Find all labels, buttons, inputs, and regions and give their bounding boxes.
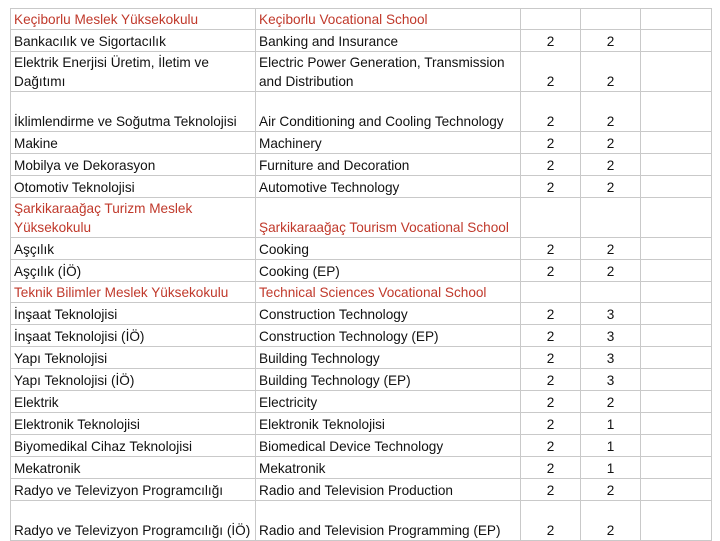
program-name-en: Furniture and Decoration xyxy=(256,154,521,176)
table-row xyxy=(11,132,712,154)
quota-b: 2 xyxy=(581,92,641,132)
program-name-tr: Yapı Teknolojisi xyxy=(11,347,256,369)
program-name-en: Electricity xyxy=(256,391,521,413)
table-row xyxy=(11,176,712,198)
empty-cell xyxy=(641,303,712,325)
table-row xyxy=(11,325,712,347)
quota-a xyxy=(521,198,581,238)
program-name-tr: Biyomedikal Cihaz Teknolojisi xyxy=(11,435,256,457)
quota-a: 2 xyxy=(521,479,581,501)
school-name-en: Technical Sciences Vocational School xyxy=(256,282,521,303)
empty-cell xyxy=(641,30,712,52)
quota-b xyxy=(581,198,641,238)
quota-b: 2 xyxy=(581,30,641,52)
program-name-tr: Otomotiv Teknolojisi xyxy=(11,176,256,198)
quota-a: 2 xyxy=(521,325,581,347)
program-name-en: Construction Technology (EP) xyxy=(256,325,521,347)
empty-cell xyxy=(641,347,712,369)
school-name-en: Şarkikaraağaç Tourism Vocational School xyxy=(256,198,521,238)
school-name-tr: Keçiborlu Meslek Yüksekokulu xyxy=(11,9,256,30)
table-row xyxy=(11,30,712,52)
quota-b: 2 xyxy=(581,238,641,260)
table-row xyxy=(11,303,712,325)
program-name-tr: Mobilya ve Dekorasyon xyxy=(11,154,256,176)
table-row xyxy=(11,479,712,501)
empty-cell xyxy=(641,479,712,501)
program-name-tr: Elektronik Teknolojisi xyxy=(11,413,256,435)
program-name-tr: İklimlendirme ve Soğutma Teknolojisi xyxy=(11,92,256,132)
empty-cell xyxy=(641,391,712,413)
quota-a: 2 xyxy=(521,457,581,479)
quota-b: 1 xyxy=(581,435,641,457)
programs-table xyxy=(10,8,712,541)
table-row xyxy=(11,347,712,369)
program-name-tr: Aşçılık xyxy=(11,238,256,260)
program-name-tr: Radyo ve Televizyon Programcılığı (İÖ) xyxy=(11,501,256,541)
quota-b xyxy=(581,282,641,303)
quota-a: 2 xyxy=(521,260,581,282)
program-name-tr: Radyo ve Televizyon Programcılığı xyxy=(11,479,256,501)
empty-cell xyxy=(641,198,712,238)
program-name-en: Machinery xyxy=(256,132,521,154)
quota-b: 1 xyxy=(581,457,641,479)
program-name-en: Building Technology xyxy=(256,347,521,369)
quota-a: 2 xyxy=(521,238,581,260)
quota-a: 2 xyxy=(521,176,581,198)
empty-cell xyxy=(641,92,712,132)
school-name-en: Keçiborlu Vocational School xyxy=(256,9,521,30)
empty-cell xyxy=(641,9,712,30)
empty-cell xyxy=(641,325,712,347)
quota-a: 2 xyxy=(521,413,581,435)
quota-b: 2 xyxy=(581,132,641,154)
program-name-tr: Elektrik xyxy=(11,391,256,413)
quota-a: 2 xyxy=(521,391,581,413)
quota-a: 2 xyxy=(521,132,581,154)
empty-cell xyxy=(641,52,712,92)
table-row xyxy=(11,501,712,541)
quota-b: 1 xyxy=(581,413,641,435)
program-name-tr: Elektrik Enerjisi Üretim, İletim ve Dağıtımı xyxy=(11,52,256,92)
table-row xyxy=(11,391,712,413)
quota-b: 2 xyxy=(581,176,641,198)
quota-a xyxy=(521,9,581,30)
program-name-en: Air Conditioning and Cooling Technology xyxy=(256,92,521,132)
table-row xyxy=(11,52,712,92)
quota-a: 2 xyxy=(521,303,581,325)
table-row xyxy=(11,260,712,282)
table-row xyxy=(11,369,712,391)
quota-b xyxy=(581,9,641,30)
programs-table-body xyxy=(11,9,712,541)
program-name-tr: İnşaat Teknolojisi xyxy=(11,303,256,325)
quota-b: 3 xyxy=(581,325,641,347)
quota-b: 2 xyxy=(581,260,641,282)
table-row xyxy=(11,154,712,176)
program-name-en: Automotive Technology xyxy=(256,176,521,198)
table-row xyxy=(11,198,712,238)
school-name-tr: Şarkikaraağaç Turizm Meslek Yüksekokulu xyxy=(11,198,256,238)
program-name-en: Radio and Television Production xyxy=(256,479,521,501)
quota-b: 2 xyxy=(581,154,641,176)
program-name-en: Cooking xyxy=(256,238,521,260)
program-name-en: Radio and Television Programming (EP) xyxy=(256,501,521,541)
program-name-tr: Bankacılık ve Sigortacılık xyxy=(11,30,256,52)
table-row xyxy=(11,282,712,303)
program-name-tr: Yapı Teknolojisi (İÖ) xyxy=(11,369,256,391)
empty-cell xyxy=(641,413,712,435)
program-name-en: Biomedical Device Technology xyxy=(256,435,521,457)
empty-cell xyxy=(641,282,712,303)
program-name-en: Elektronik Teknolojisi xyxy=(256,413,521,435)
empty-cell xyxy=(641,501,712,541)
program-name-tr: Mekatronik xyxy=(11,457,256,479)
program-name-en: Mekatronik xyxy=(256,457,521,479)
quota-a: 2 xyxy=(521,30,581,52)
quota-a: 2 xyxy=(521,369,581,391)
quota-b: 3 xyxy=(581,303,641,325)
quota-a xyxy=(521,282,581,303)
empty-cell xyxy=(641,369,712,391)
table-row xyxy=(11,435,712,457)
table-row xyxy=(11,238,712,260)
empty-cell xyxy=(641,260,712,282)
program-name-en: Banking and Insurance xyxy=(256,30,521,52)
table-row xyxy=(11,413,712,435)
program-name-en: Cooking (EP) xyxy=(256,260,521,282)
quota-a: 2 xyxy=(521,347,581,369)
quota-b: 2 xyxy=(581,52,641,92)
program-name-tr: Makine xyxy=(11,132,256,154)
program-name-en: Electric Power Generation, Transmission and Distribution xyxy=(256,52,521,92)
empty-cell xyxy=(641,176,712,198)
table-row xyxy=(11,92,712,132)
quota-b: 2 xyxy=(581,479,641,501)
quota-a: 2 xyxy=(521,52,581,92)
empty-cell xyxy=(641,435,712,457)
quota-a: 2 xyxy=(521,92,581,132)
program-name-en: Construction Technology xyxy=(256,303,521,325)
empty-cell xyxy=(641,154,712,176)
quota-b: 3 xyxy=(581,347,641,369)
quota-a: 2 xyxy=(521,501,581,541)
empty-cell xyxy=(641,132,712,154)
empty-cell xyxy=(641,238,712,260)
school-name-tr: Teknik Bilimler Meslek Yüksekokulu xyxy=(11,282,256,303)
quota-b: 2 xyxy=(581,391,641,413)
program-name-tr: İnşaat Teknolojisi (İÖ) xyxy=(11,325,256,347)
table-row xyxy=(11,457,712,479)
quota-a: 2 xyxy=(521,154,581,176)
quota-b: 3 xyxy=(581,369,641,391)
empty-cell xyxy=(641,457,712,479)
quota-b: 2 xyxy=(581,501,641,541)
quota-a: 2 xyxy=(521,435,581,457)
program-name-tr: Aşçılık (İÖ) xyxy=(11,260,256,282)
program-name-en: Building Technology (EP) xyxy=(256,369,521,391)
table-row xyxy=(11,9,712,30)
